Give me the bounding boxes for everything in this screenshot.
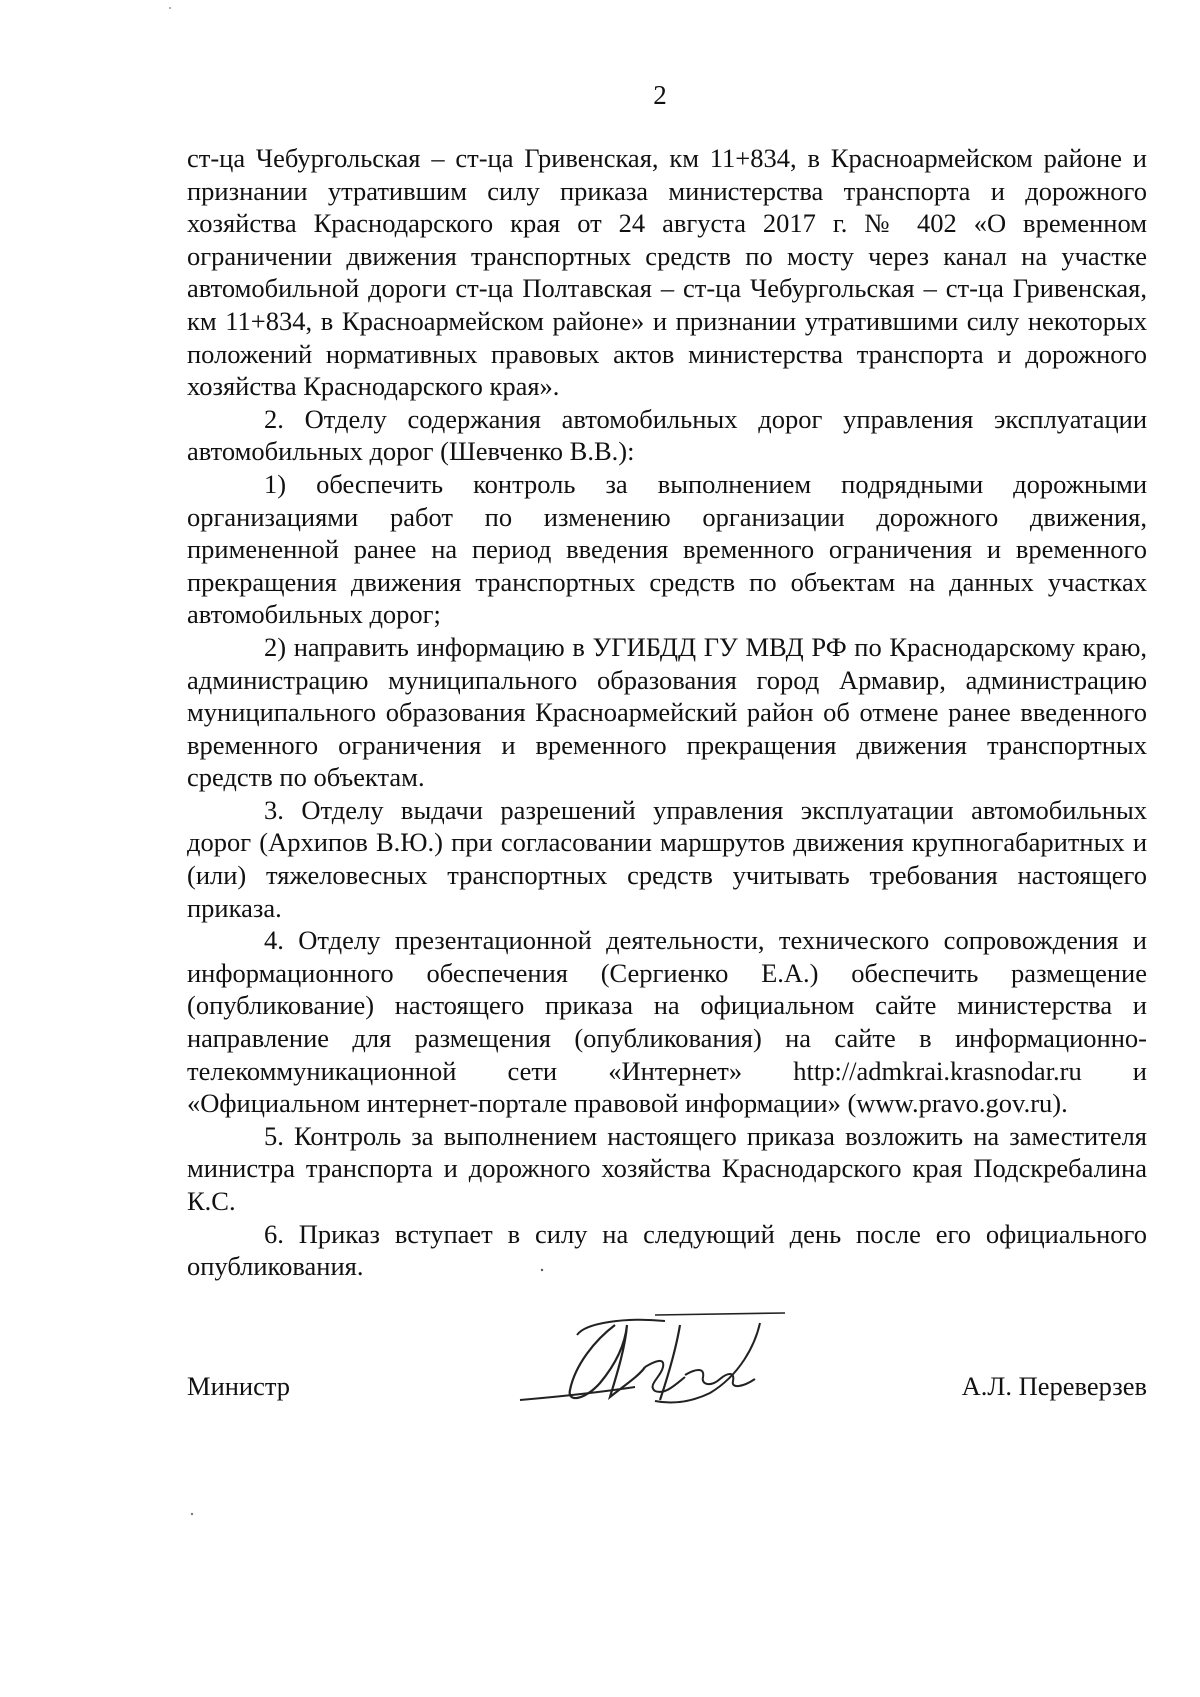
paragraph-item-3: 3. Отделу выдачи разрешений управления эксплуатации автомобильных дорог (Архипов В.Ю.) при согласовании маршрутов движения крупногабаритных и (или) тяжеловесных транспортных средств учитывать требования настоящего приказа. (187, 794, 1147, 923)
paragraph-item-2: 2. Отделу содержания автомобильных дорог управления эксплуатации автомобильных дорог (Шевченко В.В.): (187, 403, 1147, 467)
paragraph-subitem-2: 2) направить информацию в УГИБДД ГУ МВД РФ по Краснодарскому краю, администрацию муниципального образования город Армавир, администрацию муниципального образования Красноармейский район об отмене ранее введенного временного ограничения и временного прекращения движения транспортных средств по объектам. (187, 631, 1147, 793)
handwritten-signature (515, 1305, 815, 1415)
scan-dot (540, 1268, 544, 1272)
paragraph-subitem-1: 1) обеспечить контроль за выполнением подрядными дорожными организациями работ по изменению организации дорожного движения, примененной ранее на период введения временного ограничения и временного прекращения движения транспортных средств по объектам на данных участках автомобильных дорог; (187, 468, 1147, 630)
signatory-name: А.Л. Переверзев (961, 1371, 1147, 1401)
signatory-title: Министр (187, 1371, 291, 1401)
paragraph-item-5: 5. Контроль за выполнением настоящего приказа возложить на заместителя министра транспорта и дорожного хозяйства Краснодарского края Подскребалина К.С. (187, 1120, 1147, 1216)
document-body (187, 142, 1147, 1283)
paragraph-item-4: 4. Отделу презентационной деятельности, технического сопровождения и информационного обеспечения (Сергиенко Е.А.) обеспечить размещение (опубликование) настоящего приказа на официальном сайте министерства и направление для размещения (опубликования) на сайте в информационно-телекоммуникационной сети «Интернет» http://admkrai.krasnodar.ru и «Официальном интернет-портале правовой информации» (www.pravo.gov.ru). (187, 925, 1147, 1119)
page-number: 2 (653, 80, 667, 110)
scan-dot (168, 6, 172, 10)
scan-dot (190, 1512, 194, 1516)
paragraph-continuation: ст-ца Чебургольская – ст-ца Гривенская, км 11+834, в Красноармейском районе и признании утратившим силу приказа министерства транспорта и дорожного хозяйства Краснодарского края от 24 августа 2017 г. № 402 «О временном ограничении движения транспортных средств по мосту через канал на участке автомобильной дороги ст-ца Полтавская – ст-ца Чебургольская – ст-ца Гривенская, км 11+834, в Красноармейском районе» и признании утратившими силу некоторых положений нормативных правовых актов министерства транспорта и дорожного хозяйства Краснодарского края». (187, 143, 1147, 402)
paragraph-item-6: 6. Приказ вступает в силу на следующий день после его официального опубликования. (187, 1218, 1147, 1282)
